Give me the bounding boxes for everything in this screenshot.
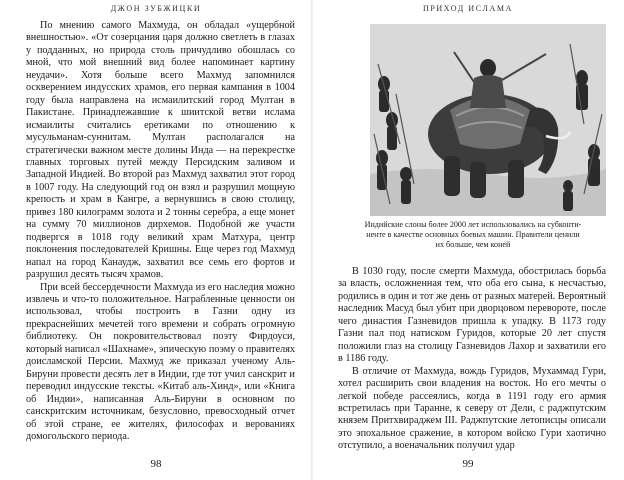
illustration-drawing — [370, 24, 606, 216]
caption-line: Индийские слоны более 2000 лет использовались на субконти- — [364, 220, 582, 229]
elephant-battle-illustration — [370, 24, 606, 216]
paragraph: При всей бессердечности Махмуда из его наследия можно извлечь и что-то положительное. Награбленные ценности он использовал, чтобы построить в Газни одну из прекраснейших мечетей того времени и собрать огромную библиотеку. Он покровительствовал поэту Фирдоуси, который написал «Шахнаме», эпическую поэму о правителях доисламской Персии. Махмуд же приказал ученому Аль-Бируни провести десять лет в Индии, где тот учил санскрит и переводил индусские тексты. «Китаб аль-Хинд», или «Книга об Индии», написанная Аль-Бируни в основном по санскритским источникам, безусловно, превосходный отчет об этой стране, ее жителях, философах и верованиях домогольского периода. — [26, 281, 295, 442]
paragraph: По мнению самого Махмуда, он обладал «ущербной внешностью». «От созерцания царя должно светлеть в глазах у подданных, но природа столь причудливо обошлась со мной, что мой внешний вид более напоминает картину неудачи». Хотя больше всего Махмуд запомнился оскверением индусских храмов, его первая кампания в 1004 году была направлена на исмаилитский город Мултан в Пакистане. Принадлежавшие к шиитской ветви ислама исмаилиты считались еретиками по отношению к мусульманам-суннитам. Мултан располагался на стратегически важном месте долины Инда — на перекрестке главных торговых путей между Персидским заливом и Западной Индией. Во второй раз Махмуд захватил этот город в 1007 году. На следующий год он взял и разрушил мощную крепость и храм в Кангре, а вернувшись в свою столицу, привез 180 килограмм золота и 2 тонны серебра, а еще монет на сумму 70 миллионов дирхемов. Подобной же участи подвергся в 1018 году великий храм Матхура, центр поклонения последователей Кришны. Еще через год Махмуд напал на город Канаудж, захватил все семь его фортов и разрушил десять тысяч храмов. — [26, 20, 295, 281]
running-head-left: ДЖОН ЗУБЖИЦКИ — [110, 4, 202, 13]
figure-caption — [342, 220, 604, 250]
paragraph: В отличие от Махмуда, вождь Гуридов, Мухаммад Гури, хотел расширить свои владения на восток. Но его мечты о легкой победе рассеялись, когда в 1191 году его армия встретилась при Таранне, к северу от Дели, с раджпутским князем Притхвираджем III. Раджпутские летописцы описали это эпохальное сражение, в котором войско Гури хаотично отступило, а военачальник получил удар — [338, 365, 606, 452]
left-page-body — [26, 20, 295, 443]
page-number-left: 98 — [150, 458, 162, 470]
running-head-right: ПРИХОД ИСЛАМА — [422, 4, 514, 13]
right-page — [312, 0, 624, 480]
paragraph: В 1030 году, после смерти Махмуда, обострилась борьба за власть, осложненная тем, что оба его сына, к несчастью, родились в один и тот же день от разных матерей. Вероятный наследник Масуд был убит при дворцовом перевороте, после чего династия Газневидов пришла к упадку. В 1173 году Газни пал под натиском Гуридов, которые 20 лет спустя положили глаз на столицу Газневидов Лахор и захватили его в 1186 году. — [338, 266, 606, 365]
caption-line: их больше, чем коней — [435, 240, 511, 249]
page-number-right: 99 — [462, 458, 474, 470]
right-page-body — [338, 266, 606, 453]
caption-line: ненте в качестве основных боевых машин. Правители ценили — [366, 230, 580, 239]
